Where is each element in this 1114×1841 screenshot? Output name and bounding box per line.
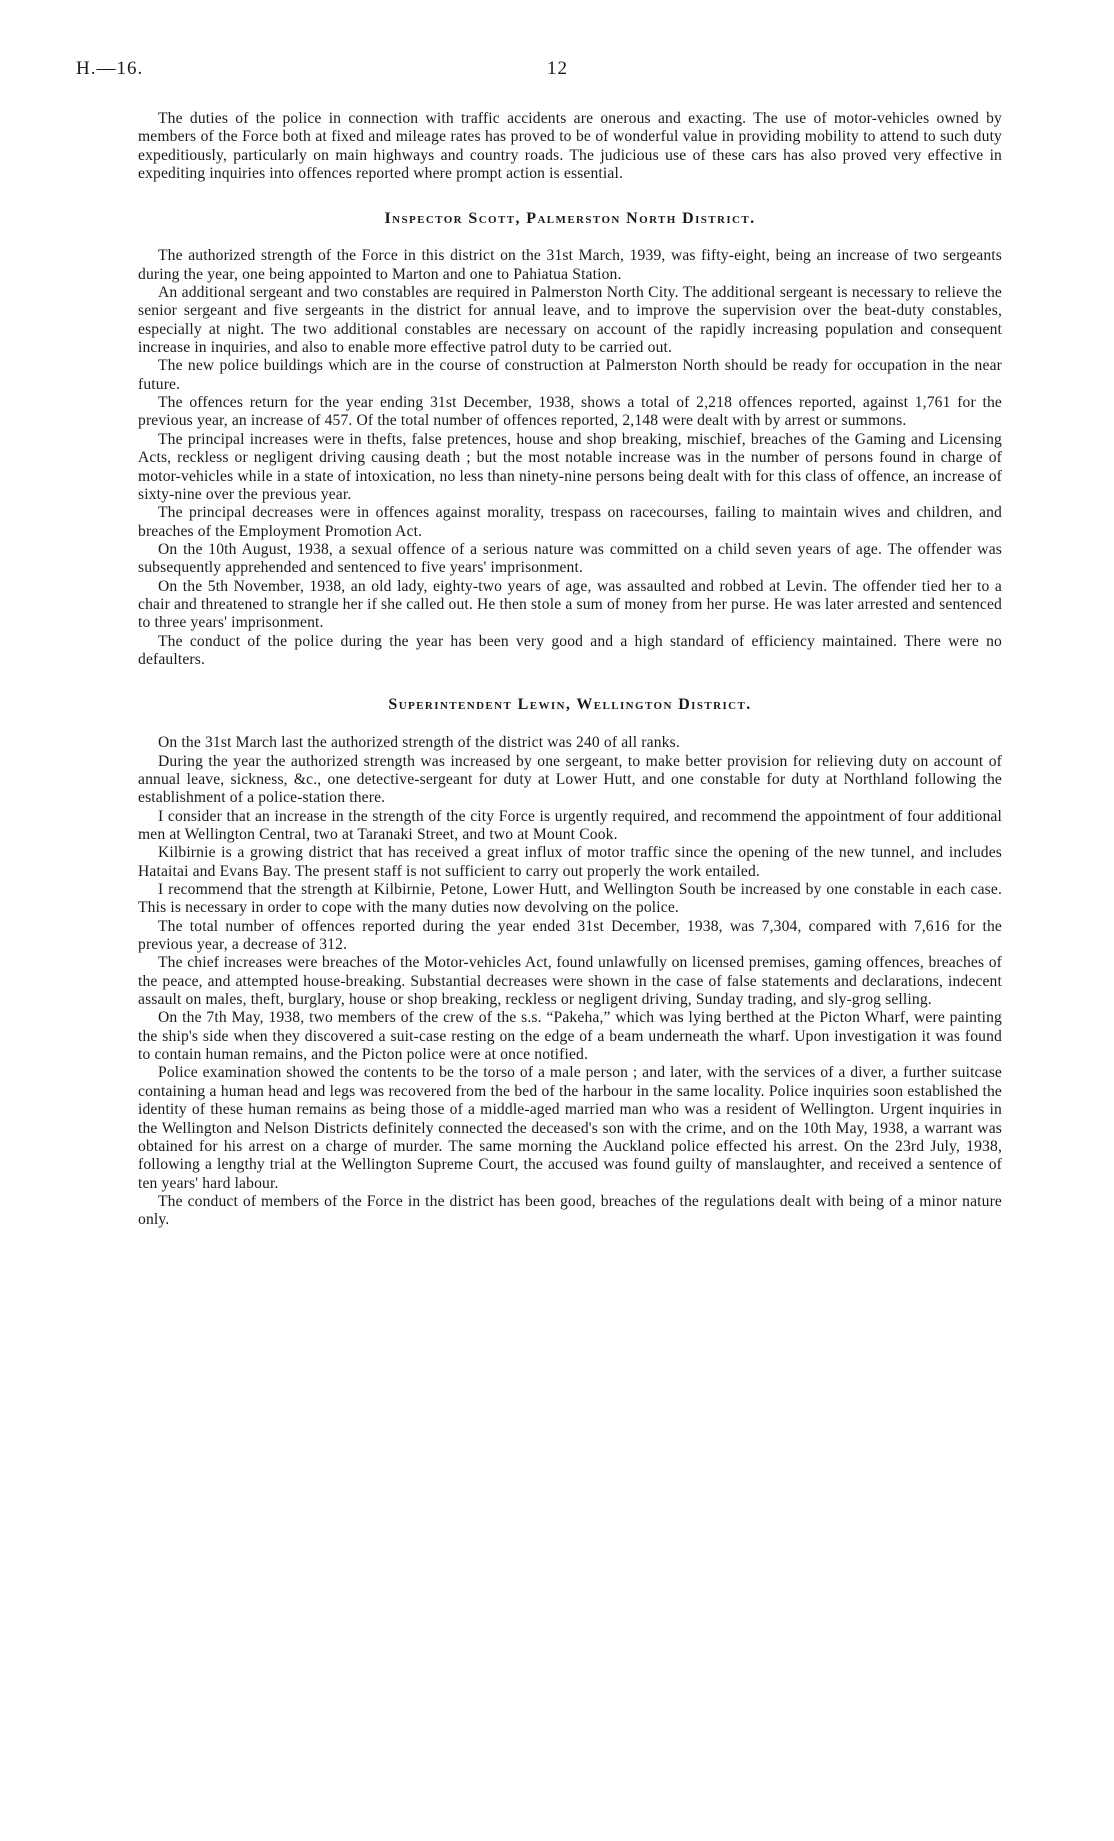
body-paragraph: The new police buildings which are in the course of construction at Palmerston North should be ready for occupation in the near future. [138, 357, 1002, 393]
body-paragraph: Kilbirnie is a growing district that has received a great influx of motor traffic since the opening of the new tunnel, and includes Hataitai and Evans Bay. The present staff is not sufficient to carry out properly the work entailed. [138, 844, 1002, 880]
body-paragraph: The duties of the police in connection with traffic accidents are onerous and exacting. The use of motor-vehicles owned by members of the Force both at fixed and mileage rates has proved to be of wonderful value in providing mobility to attend to such duty expeditiously, particularly on main highways and country roads. The judicious use of these cars has also proved very effective in expediting inquiries into offences reported where prompt action is essential. [138, 110, 1002, 183]
document-body [138, 110, 1002, 1230]
intro-section [138, 110, 1002, 183]
page-number: 12 [547, 58, 568, 79]
palmerston-section [138, 247, 1002, 669]
body-paragraph: The total number of offences reported during the year ended 31st December, 1938, was 7,304, compared with 7,616 for the previous year, a decrease of 312. [138, 917, 1002, 954]
body-paragraph: The conduct of members of the Force in the district has been good, breaches of the regulations dealt with being of a minor nature only. [138, 1192, 1002, 1229]
body-paragraph: Police examination showed the contents to be the torso of a male person ; and later, with the services of a diver, a further suitcase containing a human head and legs was recovered from the bed of the harbour in the same locality. Police inquiries soon established the identity of these human remains as being those of a middle-aged married man who was a resident of Wellington. Urgent inquiries in the Wellington and Nelson Districts definitely connected the deceased's son with the crime, and on the 10th May, 1938, a warrant was obtained for his arrest on a charge of murder. The same morning the Auckland police effected his arrest. On the 23rd July, 1938, following a lengthy trial at the Wellington Supreme Court, the accused was found guilty of manslaughter, and received a sentence of ten years' hard labour. [138, 1064, 1002, 1192]
body-paragraph: An additional sergeant and two constables are required in Palmerston North City. The additional sergeant is necessary to relieve the senior sergeant and five sergeants in the district for annual leave, and to improve the supervision over the beat-duty constables, especially at night. The two additional constables are necessary on account of the rapidly increasing population and consequent increase in inquiries, and also to enable more effective patrol duty to be carried out. [138, 284, 1002, 357]
section-heading-wellington: Superintendent Lewin, Wellington District. [388, 696, 752, 714]
body-paragraph: I consider that an increase in the strength of the city Force is urgently required, and recommend the appointment of four additional men at Wellington Central, two at Taranaki Street, and two at Mount Cook. [138, 807, 1002, 843]
wellington-section [138, 734, 1002, 1229]
body-paragraph: The conduct of the police during the year has been very good and a high standard of efficiency maintained. There were no defaulters. [138, 632, 1002, 668]
body-paragraph: On the 10th August, 1938, a sexual offence of a serious nature was committed on a child seven years of age. The offender was subsequently apprehended and sentenced to five years' imprisonment. [138, 540, 1002, 577]
body-paragraph: On the 31st March last the authorized strength of the district was 240 of all ranks. [158, 734, 680, 752]
section-heading-palmerston: Inspector Scott, Palmerston North District. [384, 210, 756, 228]
body-paragraph: The chief increases were breaches of the Motor-vehicles Act, found unlawfully on licensed premises, gaming offences, breaches of the peace, and attempted house-breaking. Substantial decreases were shown in the case of false statements and declarations, indecent assault on males, theft, burglary, house or shop breaking, reckless or negligent driving, Sunday trading, and sly-grog selling. [138, 954, 1002, 1009]
document-code: H.—16. [76, 58, 144, 79]
body-paragraph: During the year the authorized strength was increased by one sergeant, to make better provision for relieving duty on account of annual leave, sickness, &c., one detective-sergeant for duty at Lower Hutt, and one constable for duty at Northland following the establishment of a police-station there. [138, 752, 1002, 807]
body-paragraph: The principal decreases were in offences against morality, trespass on racecourses, failing to maintain wives and children, and breaches of the Employment Promotion Act. [138, 504, 1002, 540]
body-paragraph: The principal increases were in thefts, false pretences, house and shop breaking, mischief, breaches of the Gaming and Licensing Acts, reckless or negligent driving causing death ; but the most notable increase was in the number of persons found in charge of motor-vehicles while in a state of intoxication, no less than ninety-nine persons being dealt with for this class of offence, an increase of sixty-nine over the previous year. [138, 430, 1002, 503]
page-header [76, 58, 1038, 88]
body-paragraph: On the 5th November, 1938, an old lady, eighty-two years of age, was assaulted and robbed at Levin. The offender tied her to a chair and threatened to strangle her if she called out. He then stole a sum of money from her purse. He was later arrested and sentenced to three years' imprisonment. [138, 577, 1002, 632]
body-paragraph: On the 7th May, 1938, two members of the crew of the s.s. “Pakeha,” which was lying berthed at the Picton Wharf, were painting the ship's side when they discovered a suit-case resting on the edge of a beam underneath the wharf. Upon investigation it was found to contain human remains, and the Picton police were at once notified. [138, 1009, 1002, 1064]
body-paragraph: I recommend that the strength at Kilbirnie, Petone, Lower Hutt, and Wellington South be increased by one constable in each case. This is necessary in order to cope with the many duties now devolving on the police. [138, 881, 1002, 917]
body-paragraph: The offences return for the year ending 31st December, 1938, shows a total of 2,218 offences reported, against 1,761 for the previous year, an increase of 457. Of the total number of offences reported, 2,148 were dealt with by arrest or summons. [138, 394, 1002, 430]
body-paragraph: The authorized strength of the Force in this district on the 31st March, 1939, was fifty-eight, being an increase of two sergeants during the year, one being appointed to Marton and one to Pahiatua Station. [138, 247, 1002, 283]
